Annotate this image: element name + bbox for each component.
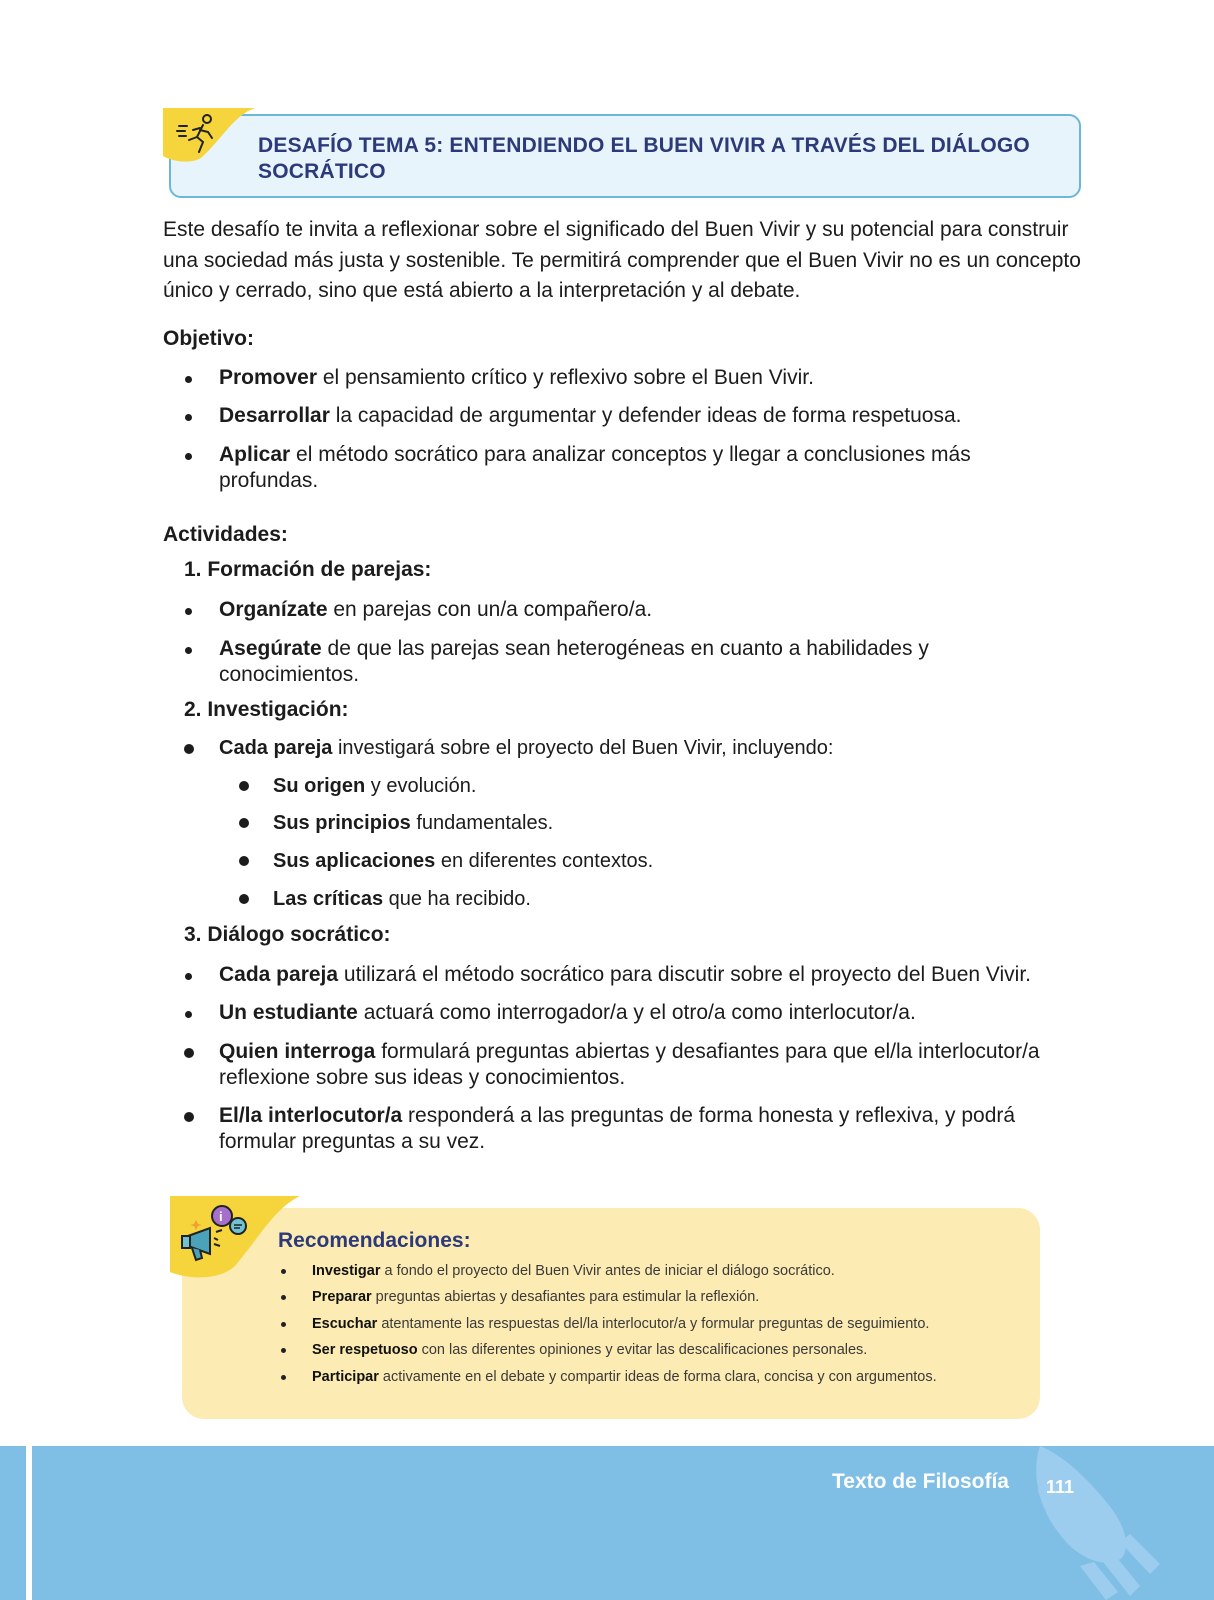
sub-item: Las críticas que ha recibido. xyxy=(273,886,1073,912)
activities-heading: Actividades: xyxy=(163,523,288,546)
activity-item: Asegúrate de que las parejas sean heterogéneas en cuanto a habilidades y conocimientos. xyxy=(219,636,979,688)
activity-item: Un estudiante actuará como interrogador/a y el otro/a como interlocutor/a. xyxy=(219,1000,1099,1026)
activity-item: Quien interroga formulará preguntas abiertas y desafiantes para que el/la interlocutor/a reflexione sobre sus ideas y conocimientos. xyxy=(219,1039,1089,1091)
recommendation-item: Ser respetuoso con las diferentes opiniones y evitar las descalificaciones personales. xyxy=(312,1341,1032,1359)
sub-item: Sus principios fundamentales. xyxy=(273,810,1073,836)
intro-paragraph: Este desafío te invita a reflexionar sobre el significado del Buen Vivir y su potencial para construir una sociedad más justa y sostenible. Te permitirá comprender que el Buen Vivir no es un concepto único y cerrado, sino que está abierto a la interpretación y al debate. xyxy=(163,218,1081,302)
page-number: 111 xyxy=(1045,1477,1075,1497)
step-3-heading: 3. Diálogo socrático: xyxy=(184,923,391,946)
challenge-title: DESAFÍO TEMA 5: ENTENDIENDO EL BUEN VIVIR A TRAVÉS DEL DIÁLOGO SOCRÁTICO xyxy=(258,134,1030,183)
recommendation-item: Escuchar atentamente las respuestas del/la interlocutor/a y formular preguntas de seguimiento. xyxy=(312,1315,1032,1333)
activity-item: Organízate en parejas con un/a compañero/a. xyxy=(219,597,1099,623)
activity-item: El/la interlocutor/a responderá a las preguntas de forma honesta y reflexiva, y podrá formular preguntas a su vez. xyxy=(219,1103,1059,1155)
objective-heading: Objetivo: xyxy=(163,327,255,350)
page-footer xyxy=(0,1446,1214,1600)
recommendation-item: Investigar a fondo el proyecto del Buen Vivir antes de iniciar el diálogo socrático. xyxy=(312,1262,1032,1280)
book-title: Texto de Filosofía xyxy=(832,1470,1009,1493)
activity-item: Cada pareja utilizará el método socrático para discutir sobre el proyecto del Buen Vivir. xyxy=(219,962,1099,988)
objective-item: Promover el pensamiento crítico y reflexivo sobre el Buen Vivir. xyxy=(219,365,1099,391)
step-1-heading: 1. Formación de parejas: xyxy=(184,558,432,581)
activity-item: Cada pareja investigará sobre el proyecto del Buen Vivir, incluyendo: xyxy=(219,735,1099,761)
svg-text:i: i xyxy=(219,1209,223,1224)
footer-stripe xyxy=(26,1446,32,1600)
sub-item: Su origen y evolución. xyxy=(273,773,1073,799)
recommendation-item: Participar activamente en el debate y compartir ideas de forma clara, concisa y con argumentos. xyxy=(312,1368,1032,1386)
running-person-icon xyxy=(163,108,261,164)
rocket-icon xyxy=(1010,1446,1214,1600)
objective-item: Aplicar el método socrático para analizar conceptos y llegar a conclusiones más profundas. xyxy=(219,442,1019,494)
recommendations-title: Recomendaciones: xyxy=(278,1229,471,1252)
step-2-heading: 2. Investigación: xyxy=(184,698,349,721)
objective-item: Desarrollar la capacidad de argumentar y defender ideas de forma respetuosa. xyxy=(219,403,1099,429)
sub-item: Sus aplicaciones en diferentes contextos. xyxy=(273,848,1073,874)
recommendation-item: Preparar preguntas abiertas y desafiantes para estimular la reflexión. xyxy=(312,1288,1032,1306)
